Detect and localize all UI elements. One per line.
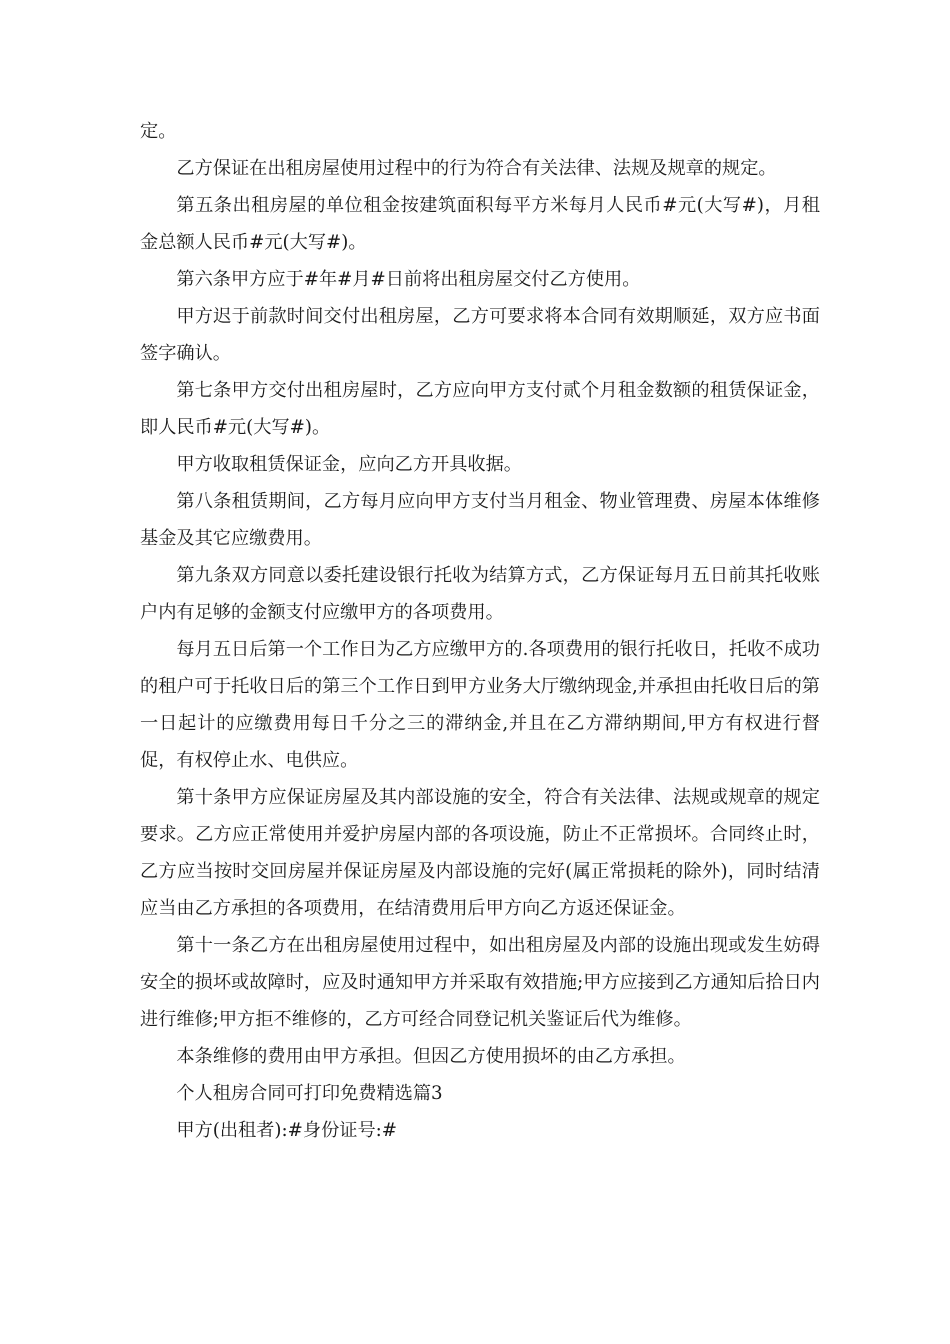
paragraph-party-a: 甲方(出租者):#身份证号:# — [176, 1120, 398, 1141]
paragraph-late-delivery: 甲方迟于前款时间交付出租房屋，乙方可要求将本合同有效期顺延，双方应书面签字确认。 — [140, 306, 820, 364]
paragraph-article-10-safety: 第十条甲方应保证房屋及其内部设施的安全，符合有关法律、法规或规章的规定要求。乙方应正常使用并爱护房屋内部的各项设施，防止不正常损坏。合同终止时，乙方应当按时交回房屋并保证房屋及内部设施的完好(属正常损耗的除外)，同时结清应当由乙方承担的各项费用，在结清费用后甲方向乙方返还保证金。 — [140, 787, 820, 919]
paragraph-article-6-delivery: 第六条甲方应于#年#月#日前将出租房屋交付乙方使用。 — [176, 269, 641, 290]
paragraph-continuation: 定。 — [140, 121, 177, 142]
section-heading: 个人租房合同可打印免费精选篇3 — [176, 1083, 443, 1104]
paragraph-article-11-repair: 第十一条乙方在出租房屋使用过程中，如出租房屋及内部的设施出现或发生妨碍安全的损坏或故障时，应及时通知甲方并采取有效措施;甲方应接到乙方通知后拾日内进行维修;甲方拒不维修的，乙方可经合同登记机关鉴证后代为维修。 — [140, 935, 820, 1030]
paragraph-article-9-settlement: 第九条双方同意以委托建设银行托收为结算方式，乙方保证每月五日前其托收账户内有足够的金额支付应缴甲方的各项费用。 — [140, 565, 820, 623]
paragraph-article-5-rent: 第五条出租房屋的单位租金按建筑面积每平方米每月人民币#元(大写#)，月租金总额人民币#元(大写#)。 — [140, 195, 820, 253]
paragraph-repair-cost: 本条维修的费用由甲方承担。但因乙方使用损坏的由乙方承担。 — [176, 1046, 686, 1067]
paragraph-collection-day: 每月五日后第一个工作日为乙方应缴甲方的.各项费用的银行托收日，托收不成功的租户可于托收日后的第三个工作日到甲方业务大厅缴纳现金,并承担由托收日后的第一日起计的应缴费用每日千分之三的滞纳金,并且在乙方滞纳期间,甲方有权进行督促，有权停止水、电供应。 — [140, 639, 820, 771]
paragraph-article-8-fees: 第八条租赁期间，乙方每月应向甲方支付当月租金、物业管理费、房屋本体维修基金及其它应缴费用。 — [140, 491, 820, 549]
paragraph-deposit-receipt: 甲方收取租赁保证金，应向乙方开具收据。 — [176, 454, 522, 475]
paragraph-tenant-compliance: 乙方保证在出租房屋使用过程中的行为符合有关法律、法规及规章的规定。 — [176, 158, 777, 179]
document-body — [140, 113, 820, 1149]
paragraph-article-7-deposit: 第七条甲方交付出租房屋时，乙方应向甲方支付贰个月租金数额的租赁保证金， 即人民币#元(大写#)。 — [140, 380, 820, 438]
